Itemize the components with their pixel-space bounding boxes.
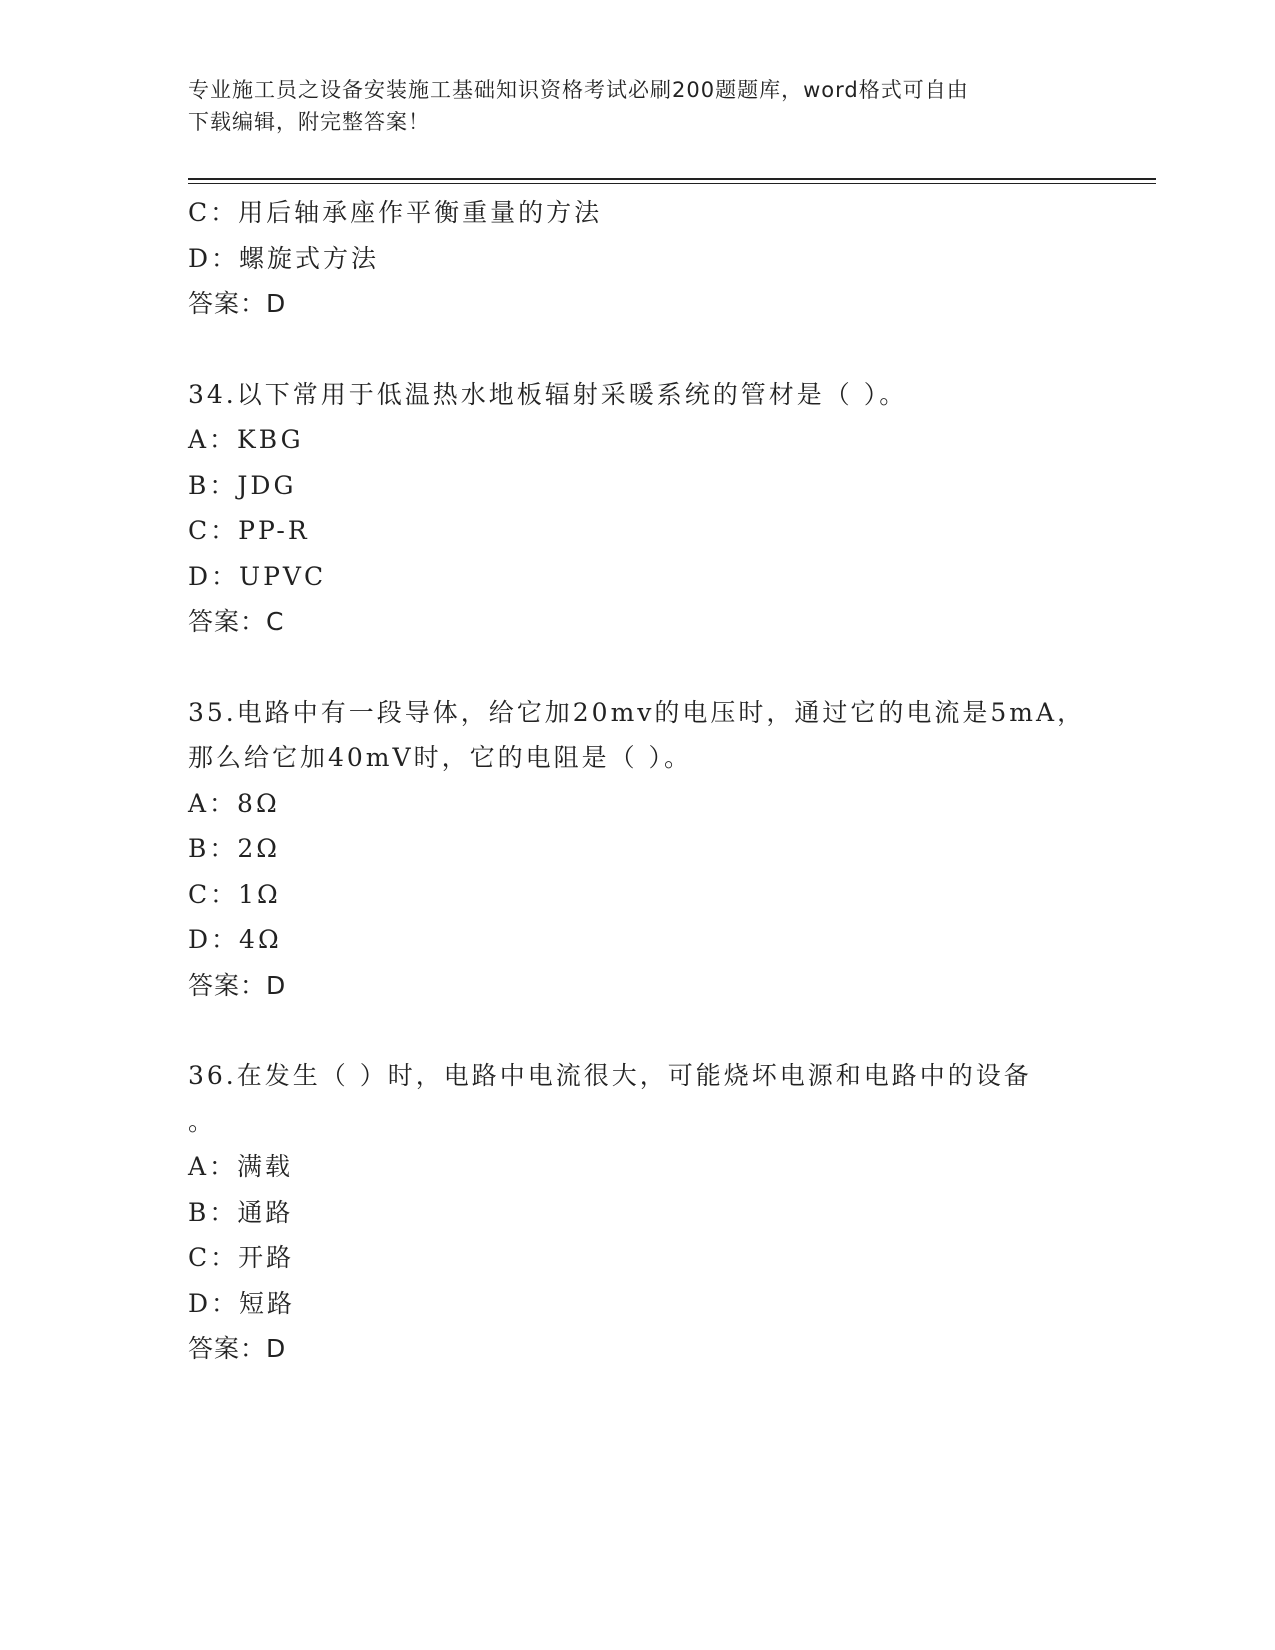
question-36-answer: 答案：D — [188, 1334, 287, 1363]
question-34-option-d: D：UPVC — [188, 561, 327, 591]
header-divider-thick — [188, 178, 1156, 180]
question-33-option-c: C：用后轴承座作平衡重量的方法 — [188, 198, 603, 227]
question-36-text-line-1: 36.在发生（ ）时，电路中电流很大，可能烧坏电源和电路中的设备 — [188, 1061, 1032, 1090]
header-title-line-2: 下载编辑，附完整答案！ — [188, 110, 430, 134]
question-33-answer: 答案：D — [188, 289, 287, 318]
question-34-option-a: A：KBG — [188, 425, 304, 454]
question-34-option-c: C：PP-R — [188, 516, 310, 545]
question-36-option-a: A：满载 — [188, 1152, 294, 1181]
question-35-option-a: A：8Ω — [188, 788, 280, 818]
question-35-option-b: B：2Ω — [188, 834, 281, 863]
question-34-option-b: B：JDG — [188, 470, 297, 500]
spacer — [188, 645, 1088, 690]
question-36-option-c: C：开路 — [188, 1243, 295, 1272]
question-36-block — [188, 1053, 1088, 1372]
header-title-line-1: 专业施工员之设备安装施工基础知识资格考试必刷200题题库，word格式可自由 — [188, 78, 969, 102]
question-36-option-d: D：短路 — [188, 1288, 296, 1318]
question-35-option-d: D：4Ω — [188, 925, 282, 954]
question-35-text-line-1: 35.电路中有一段导体，给它加20mv的电压时，通过它的电流是5mA， — [188, 697, 1086, 727]
question-36-option-b: B：通路 — [188, 1197, 294, 1227]
question-34-text: 34.以下常用于低温热水地板辐射采暖系统的管材是（ ）。 — [188, 379, 908, 409]
spacer — [188, 1008, 1088, 1053]
spacer — [188, 327, 1088, 372]
document-header — [188, 74, 1088, 138]
question-33-option-d: D：螺旋式方法 — [188, 243, 380, 273]
header-divider-thin — [188, 183, 1156, 184]
question-35-block — [188, 690, 1088, 1009]
question-35-text-line-2: 那么给它加40mV时，它的电阻是（ ）。 — [188, 743, 693, 772]
question-34-answer: 答案：C — [188, 607, 285, 636]
question-34-block — [188, 372, 1088, 645]
question-35-option-c: C：1Ω — [188, 879, 281, 909]
question-36-text-line-2: 。 — [188, 1106, 217, 1136]
question-35-answer: 答案：D — [188, 970, 287, 1000]
question-content — [188, 190, 1088, 1372]
question-33-block — [188, 190, 1088, 327]
